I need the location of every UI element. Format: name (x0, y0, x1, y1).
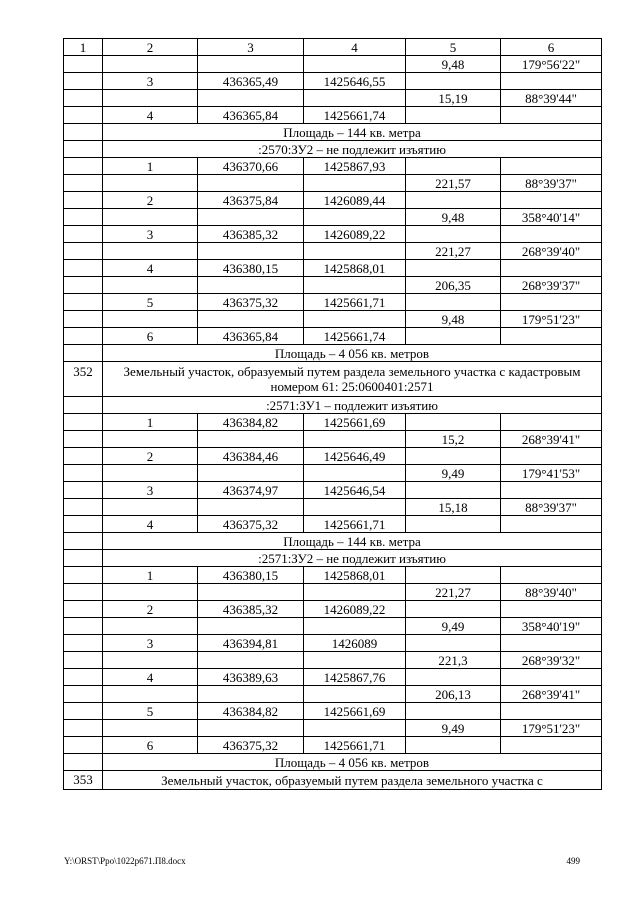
table-cell: 1426089,22 (304, 226, 406, 243)
table-cell: 436365,49 (198, 73, 304, 90)
table-cell: 436384,82 (198, 703, 304, 720)
table-cell: 1 (103, 567, 198, 584)
table-cell (501, 73, 602, 90)
table-cell (64, 652, 103, 669)
table-row (64, 260, 602, 277)
table-cell: 1425646,49 (304, 448, 406, 465)
summary-text: :2571:ЗУ1 – подлежит изъятию (103, 397, 602, 414)
summary-text: Площадь – 144 кв. метра (103, 124, 602, 141)
table-cell (406, 516, 501, 533)
table-cell (64, 294, 103, 311)
table-cell: 436380,15 (198, 260, 304, 277)
table-row (64, 516, 602, 533)
table-cell (103, 584, 198, 601)
table-cell (406, 414, 501, 431)
table-row (64, 90, 602, 107)
table-cell (304, 311, 406, 328)
table-cell (64, 73, 103, 90)
table-cell (406, 703, 501, 720)
table-cell: 1426089,44 (304, 192, 406, 209)
table-cell (406, 635, 501, 652)
table-cell: 3 (103, 635, 198, 652)
table-row (64, 209, 602, 226)
table-cell (304, 618, 406, 635)
table-row (64, 73, 602, 90)
table-row (64, 652, 602, 669)
table-cell (64, 209, 103, 226)
table-summary-row (64, 345, 602, 362)
table-row (64, 431, 602, 448)
table-row (64, 277, 602, 294)
table-cell: 88°39'37" (501, 175, 602, 192)
table-cell (304, 90, 406, 107)
table-cell (406, 448, 501, 465)
table-row (64, 56, 602, 73)
summary-text: Площадь – 4 056 кв. метров (103, 754, 602, 771)
table-cell: 9,49 (406, 720, 501, 737)
table-cell (304, 175, 406, 192)
table-cell (501, 226, 602, 243)
table-cell (64, 465, 103, 482)
table-cell: 9,48 (406, 311, 501, 328)
table-cell (64, 397, 103, 414)
table-row (64, 311, 602, 328)
table-cell: 1425661,74 (304, 107, 406, 124)
table-cell (501, 192, 602, 209)
table-cell (198, 720, 304, 737)
page-number: 499 (566, 856, 580, 866)
table-summary-row (64, 397, 602, 414)
header-cell: 6 (501, 39, 602, 56)
table-row (64, 635, 602, 652)
table-cell (198, 499, 304, 516)
table-cell (501, 482, 602, 499)
table-cell: 1425661,71 (304, 737, 406, 754)
table-cell (198, 686, 304, 703)
table-cell: 1425661,74 (304, 328, 406, 345)
table-cell (103, 618, 198, 635)
table-cell: 436375,32 (198, 737, 304, 754)
table-cell: 1425661,69 (304, 703, 406, 720)
table-cell (103, 209, 198, 226)
table-row (64, 618, 602, 635)
table-cell (501, 737, 602, 754)
table-row (64, 294, 602, 311)
table-cell (304, 56, 406, 73)
table-cell (406, 192, 501, 209)
table-cell (501, 601, 602, 618)
table-cell (304, 465, 406, 482)
table-cell: 436384,82 (198, 414, 304, 431)
table-cell (501, 516, 602, 533)
header-cell: 2 (103, 39, 198, 56)
table-cell (501, 294, 602, 311)
table-cell (406, 158, 501, 175)
table-cell (406, 107, 501, 124)
table-cell: 268°39'41" (501, 431, 602, 448)
table-row (64, 720, 602, 737)
table-cell (406, 73, 501, 90)
table-cell: 15,18 (406, 499, 501, 516)
table-cell: 436375,84 (198, 192, 304, 209)
table-row (64, 192, 602, 209)
coordinates-table (63, 38, 602, 790)
table-cell (64, 686, 103, 703)
table-cell: 4 (103, 260, 198, 277)
table-cell (501, 703, 602, 720)
table-cell: 436389,63 (198, 669, 304, 686)
table-cell (501, 567, 602, 584)
table-cell (64, 618, 103, 635)
table-cell: 9,49 (406, 618, 501, 635)
table-row (64, 243, 602, 260)
table-header-row (64, 39, 602, 56)
table-cell: 6 (103, 328, 198, 345)
table-cell (64, 277, 103, 294)
table-cell (64, 584, 103, 601)
table-cell: 179°51'23" (501, 311, 602, 328)
table-cell (64, 328, 103, 345)
table-cell (304, 209, 406, 226)
table-cell: 436385,32 (198, 601, 304, 618)
table-cell: 1425868,01 (304, 567, 406, 584)
table-cell (103, 175, 198, 192)
table-cell (103, 652, 198, 669)
table-cell: 9,49 (406, 465, 501, 482)
table-row (64, 107, 602, 124)
table-cell (501, 669, 602, 686)
table-cell: 4 (103, 516, 198, 533)
table-cell (64, 567, 103, 584)
table-cell: 1425661,69 (304, 414, 406, 431)
table-cell: 179°51'23" (501, 720, 602, 737)
table-cell (501, 328, 602, 345)
table-cell (103, 311, 198, 328)
table-cell: 1 (103, 158, 198, 175)
table-cell (103, 56, 198, 73)
table-row (64, 584, 602, 601)
table-cell: 436380,15 (198, 567, 304, 584)
table-cell (64, 737, 103, 754)
table-cell (103, 465, 198, 482)
table-cell (64, 516, 103, 533)
table-cell (103, 499, 198, 516)
table-cell (501, 635, 602, 652)
table-cell: 179°56'22" (501, 56, 602, 73)
table-cell (406, 669, 501, 686)
table-cell (304, 720, 406, 737)
table-cell (198, 209, 304, 226)
section-row (64, 362, 602, 397)
table-cell: 1426089,22 (304, 601, 406, 618)
table-cell (64, 345, 103, 362)
table-cell (64, 124, 103, 141)
table-cell: 1425646,54 (304, 482, 406, 499)
table-cell (304, 499, 406, 516)
table-cell (103, 431, 198, 448)
table-cell: 436375,32 (198, 294, 304, 311)
table-summary-row (64, 141, 602, 158)
table-cell (64, 158, 103, 175)
section-number: 353 (64, 771, 103, 790)
table-cell (304, 277, 406, 294)
table-cell: 268°39'32" (501, 652, 602, 669)
table-cell: 221,27 (406, 584, 501, 601)
table-cell (103, 686, 198, 703)
table-cell (406, 226, 501, 243)
table-cell (64, 550, 103, 567)
table-cell: 268°39'40" (501, 243, 602, 260)
table-cell (103, 90, 198, 107)
table-cell (64, 260, 103, 277)
table-cell (198, 243, 304, 260)
table-cell (64, 141, 103, 158)
table-cell (64, 703, 103, 720)
table-row (64, 175, 602, 192)
table-cell (64, 533, 103, 550)
table-cell: 15,2 (406, 431, 501, 448)
section-row (64, 771, 602, 790)
table-cell (304, 243, 406, 260)
table-cell: 1425661,71 (304, 294, 406, 311)
table-cell: 6 (103, 737, 198, 754)
table-cell: 3 (103, 482, 198, 499)
table-row (64, 567, 602, 584)
table-cell (64, 431, 103, 448)
table-cell (64, 601, 103, 618)
table-cell (406, 294, 501, 311)
table-row (64, 465, 602, 482)
table-cell: 1425868,01 (304, 260, 406, 277)
table-cell: 179°41'53" (501, 465, 602, 482)
table-cell (64, 56, 103, 73)
table-cell (103, 243, 198, 260)
table-cell: 436370,66 (198, 158, 304, 175)
table-cell: 5 (103, 294, 198, 311)
table-cell (406, 567, 501, 584)
table-cell (304, 431, 406, 448)
table-cell (64, 175, 103, 192)
table-cell: 436385,32 (198, 226, 304, 243)
header-cell: 5 (406, 39, 501, 56)
table-summary-row (64, 124, 602, 141)
table-cell: 9,48 (406, 56, 501, 73)
table-cell (64, 107, 103, 124)
table-row (64, 703, 602, 720)
table-cell (406, 737, 501, 754)
table-cell: 358°40'14" (501, 209, 602, 226)
table-cell: 15,19 (406, 90, 501, 107)
table-cell: 221,3 (406, 652, 501, 669)
table-cell (304, 584, 406, 601)
header-cell: 4 (304, 39, 406, 56)
table-cell (501, 158, 602, 175)
table-cell: 1425646,55 (304, 73, 406, 90)
summary-text: :2570:ЗУ2 – не подлежит изъятию (103, 141, 602, 158)
table-cell (64, 192, 103, 209)
table-cell: 88°39'40" (501, 584, 602, 601)
summary-text: Площадь – 4 056 кв. метров (103, 345, 602, 362)
table-cell (198, 431, 304, 448)
table-cell (64, 414, 103, 431)
table-cell (198, 465, 304, 482)
table-cell: 9,48 (406, 209, 501, 226)
table-cell (64, 482, 103, 499)
table-row (64, 737, 602, 754)
table-summary-row (64, 550, 602, 567)
table-cell: 4 (103, 107, 198, 124)
table-cell (304, 652, 406, 669)
table-cell (406, 328, 501, 345)
table-cell: 5 (103, 703, 198, 720)
table-cell (198, 618, 304, 635)
table-cell: 2 (103, 601, 198, 618)
table-cell (103, 720, 198, 737)
table-cell: 206,13 (406, 686, 501, 703)
table-cell (406, 260, 501, 277)
summary-text: Площадь – 144 кв. метра (103, 533, 602, 550)
table-cell (406, 601, 501, 618)
table-cell: 1425867,76 (304, 669, 406, 686)
table-cell (64, 669, 103, 686)
table-row (64, 686, 602, 703)
table-cell (501, 448, 602, 465)
table-cell: 436365,84 (198, 107, 304, 124)
table-cell (103, 277, 198, 294)
table-cell: 268°39'41" (501, 686, 602, 703)
table-cell (198, 652, 304, 669)
table-cell (64, 448, 103, 465)
table-cell (64, 311, 103, 328)
table-row (64, 226, 602, 243)
table-row (64, 499, 602, 516)
table-cell: 358°40'19" (501, 618, 602, 635)
table-cell: 88°39'44" (501, 90, 602, 107)
table-summary-row (64, 754, 602, 771)
table-cell (198, 56, 304, 73)
table-cell: 206,35 (406, 277, 501, 294)
table-cell: 2 (103, 448, 198, 465)
table-cell (501, 107, 602, 124)
table-row (64, 669, 602, 686)
table-cell: 3 (103, 73, 198, 90)
table-cell (501, 260, 602, 277)
table-cell (198, 311, 304, 328)
table-cell: 436375,32 (198, 516, 304, 533)
table-cell: 1425867,93 (304, 158, 406, 175)
table-cell (501, 414, 602, 431)
summary-text: :2571:ЗУ2 – не подлежит изъятию (103, 550, 602, 567)
table-cell (64, 720, 103, 737)
table-row (64, 448, 602, 465)
table-cell: 1426089 (304, 635, 406, 652)
table-cell: 436384,46 (198, 448, 304, 465)
table-row (64, 601, 602, 618)
table-cell (304, 686, 406, 703)
table-cell: 1425661,71 (304, 516, 406, 533)
section-title: Земельный участок, образуемый путем раздела земельного участка с кадастровым номером 61: 25:0600401:2571 (103, 362, 602, 397)
table-cell (64, 243, 103, 260)
table-cell: 88°39'37" (501, 499, 602, 516)
table-cell: 436394,81 (198, 635, 304, 652)
table-row (64, 158, 602, 175)
table-cell (198, 175, 304, 192)
table-cell: 4 (103, 669, 198, 686)
table-cell (64, 226, 103, 243)
table-cell (64, 635, 103, 652)
table-cell: 3 (103, 226, 198, 243)
table-cell (198, 277, 304, 294)
table-cell: 2 (103, 192, 198, 209)
table-row (64, 482, 602, 499)
table-cell: 268°39'37" (501, 277, 602, 294)
file-path: Y:\ORST\Ppo\1022p671.П8.docx (64, 856, 186, 866)
section-title: Земельный участок, образуемый путем раздела земельного участка с (103, 771, 602, 790)
table-cell (64, 90, 103, 107)
table-cell (64, 499, 103, 516)
table-body (64, 56, 602, 790)
table-row (64, 328, 602, 345)
section-number: 352 (64, 362, 103, 397)
table-cell (406, 482, 501, 499)
table-cell: 436365,84 (198, 328, 304, 345)
table-row (64, 414, 602, 431)
table-cell (198, 90, 304, 107)
table-summary-row (64, 533, 602, 550)
header-cell: 3 (198, 39, 304, 56)
table-cell: 221,57 (406, 175, 501, 192)
table-cell: 221,27 (406, 243, 501, 260)
header-cell: 1 (64, 39, 103, 56)
table-cell (198, 584, 304, 601)
table-cell (64, 754, 103, 771)
table-cell: 1 (103, 414, 198, 431)
table-cell: 436374,97 (198, 482, 304, 499)
